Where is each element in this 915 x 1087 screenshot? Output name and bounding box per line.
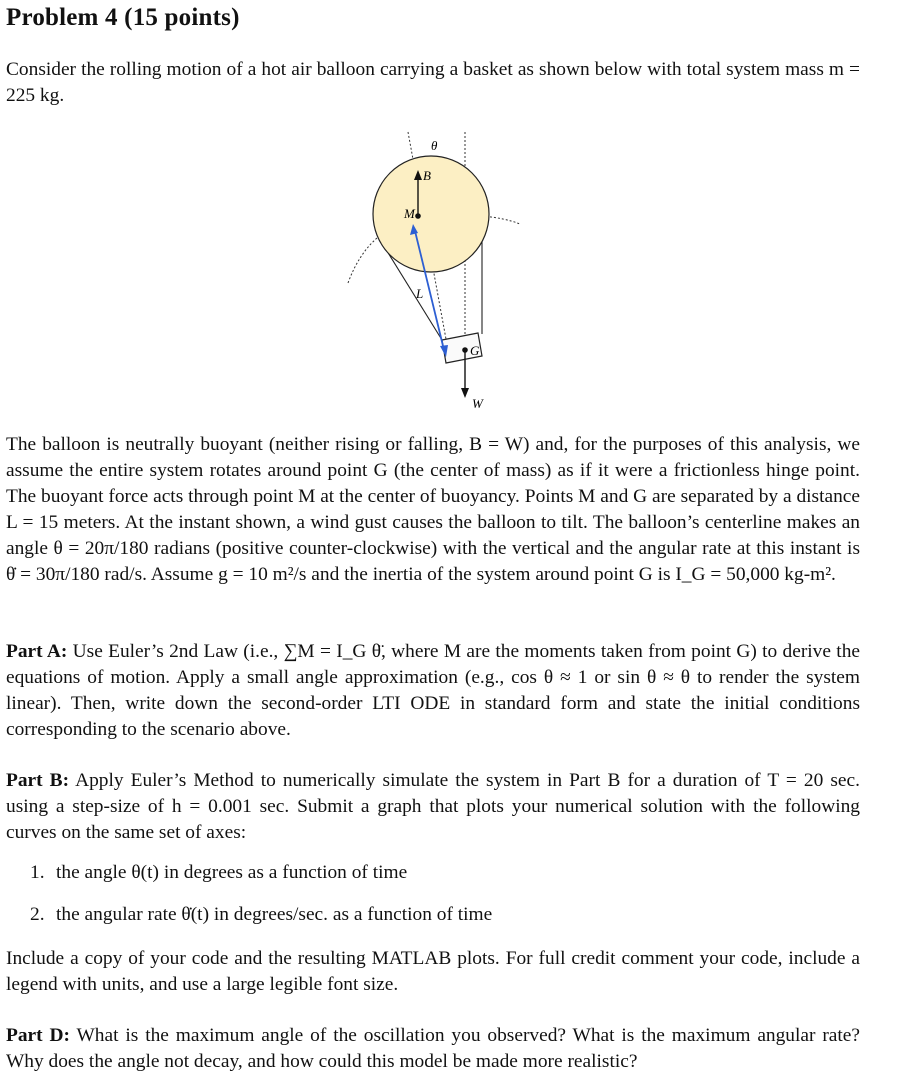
m-label: M	[404, 206, 415, 221]
weight-arrowhead	[461, 388, 469, 398]
g-label: G	[470, 343, 480, 358]
part-b-instructions: Include a copy of your code and the resulting MATLAB plots. For full credit comment your code, include a legend with units, and use a large legible font size.	[6, 948, 860, 995]
b-label: B	[423, 168, 431, 183]
list-item	[30, 904, 492, 926]
part-a-text: Use Euler’s 2nd Law (i.e., ∑M = I_G θ̈, where M are the moments taken from point G) to derive the equations of motion. Apply a small angle approximation (e.g., cos θ ≈ 1 or sin θ ≈ θ to render the system linear). Then, write down the second-order LTI ODE in standard form and state the initial conditions corresponding to the scenario above.	[6, 641, 860, 740]
part-d-label: Part D:	[6, 1025, 70, 1046]
point-m	[415, 213, 421, 219]
part-d-paragraph	[6, 1023, 860, 1075]
l-label: L	[416, 286, 424, 301]
description-paragraph: The balloon is neutrally buoyant (neither rising or falling, B = W) and, for the purposes of this analysis, we assume the entire system rotates around point G (the center of mass) as if it were a frictionless hinge point. The buoyant force acts through point M at the center of buoyancy. Points M and G are separated by a distance L = 15 meters. At the instant shown, a wind gust causes the balloon to tilt. The balloon’s centerline makes an angle θ = 20π/180 radians (positive counter-clockwise) with the vertical and the angular rate at this instant is θ̇ = 30π/180 rad/s. Assume g = 10 m²/s and the inertia of the system around point G is I_G = 50,000 kg-m².	[6, 434, 860, 585]
balloon-diagram	[330, 128, 540, 418]
list-item-number: 2.	[30, 904, 45, 925]
list-item	[30, 862, 407, 884]
list-item-text: the angle θ(t) in degrees as a function of time	[56, 862, 408, 883]
part-a-paragraph	[6, 639, 860, 743]
part-d-text: What is the maximum angle of the oscillation you observed? What is the maximum angular rate? Why does the angle not decay, and how could this model be made more realistic?	[6, 1025, 861, 1072]
theta-label: θ	[431, 138, 438, 153]
problem-title: Problem 4 (15 points)	[6, 4, 240, 31]
part-a-label: Part A:	[6, 641, 68, 662]
intro-paragraph: Consider the rolling motion of a hot air balloon carrying a basket as shown below with total system mass m = 225 kg.	[6, 59, 860, 106]
list-item-number: 1.	[30, 862, 45, 883]
part-b-paragraph	[6, 768, 860, 846]
part-b-text: Apply Euler’s Method to numerically simulate the system in Part B for a duration of T = 20 sec. using a step-size of h = 0.001 sec. Submit a graph that plots your numerical solution with the following curves on the same set of axes:	[6, 770, 860, 843]
list-item-text: the angular rate θ̇(t) in degrees/sec. as a function of time	[56, 904, 493, 925]
part-b-label: Part B:	[6, 770, 70, 791]
w-label: W	[472, 396, 483, 411]
